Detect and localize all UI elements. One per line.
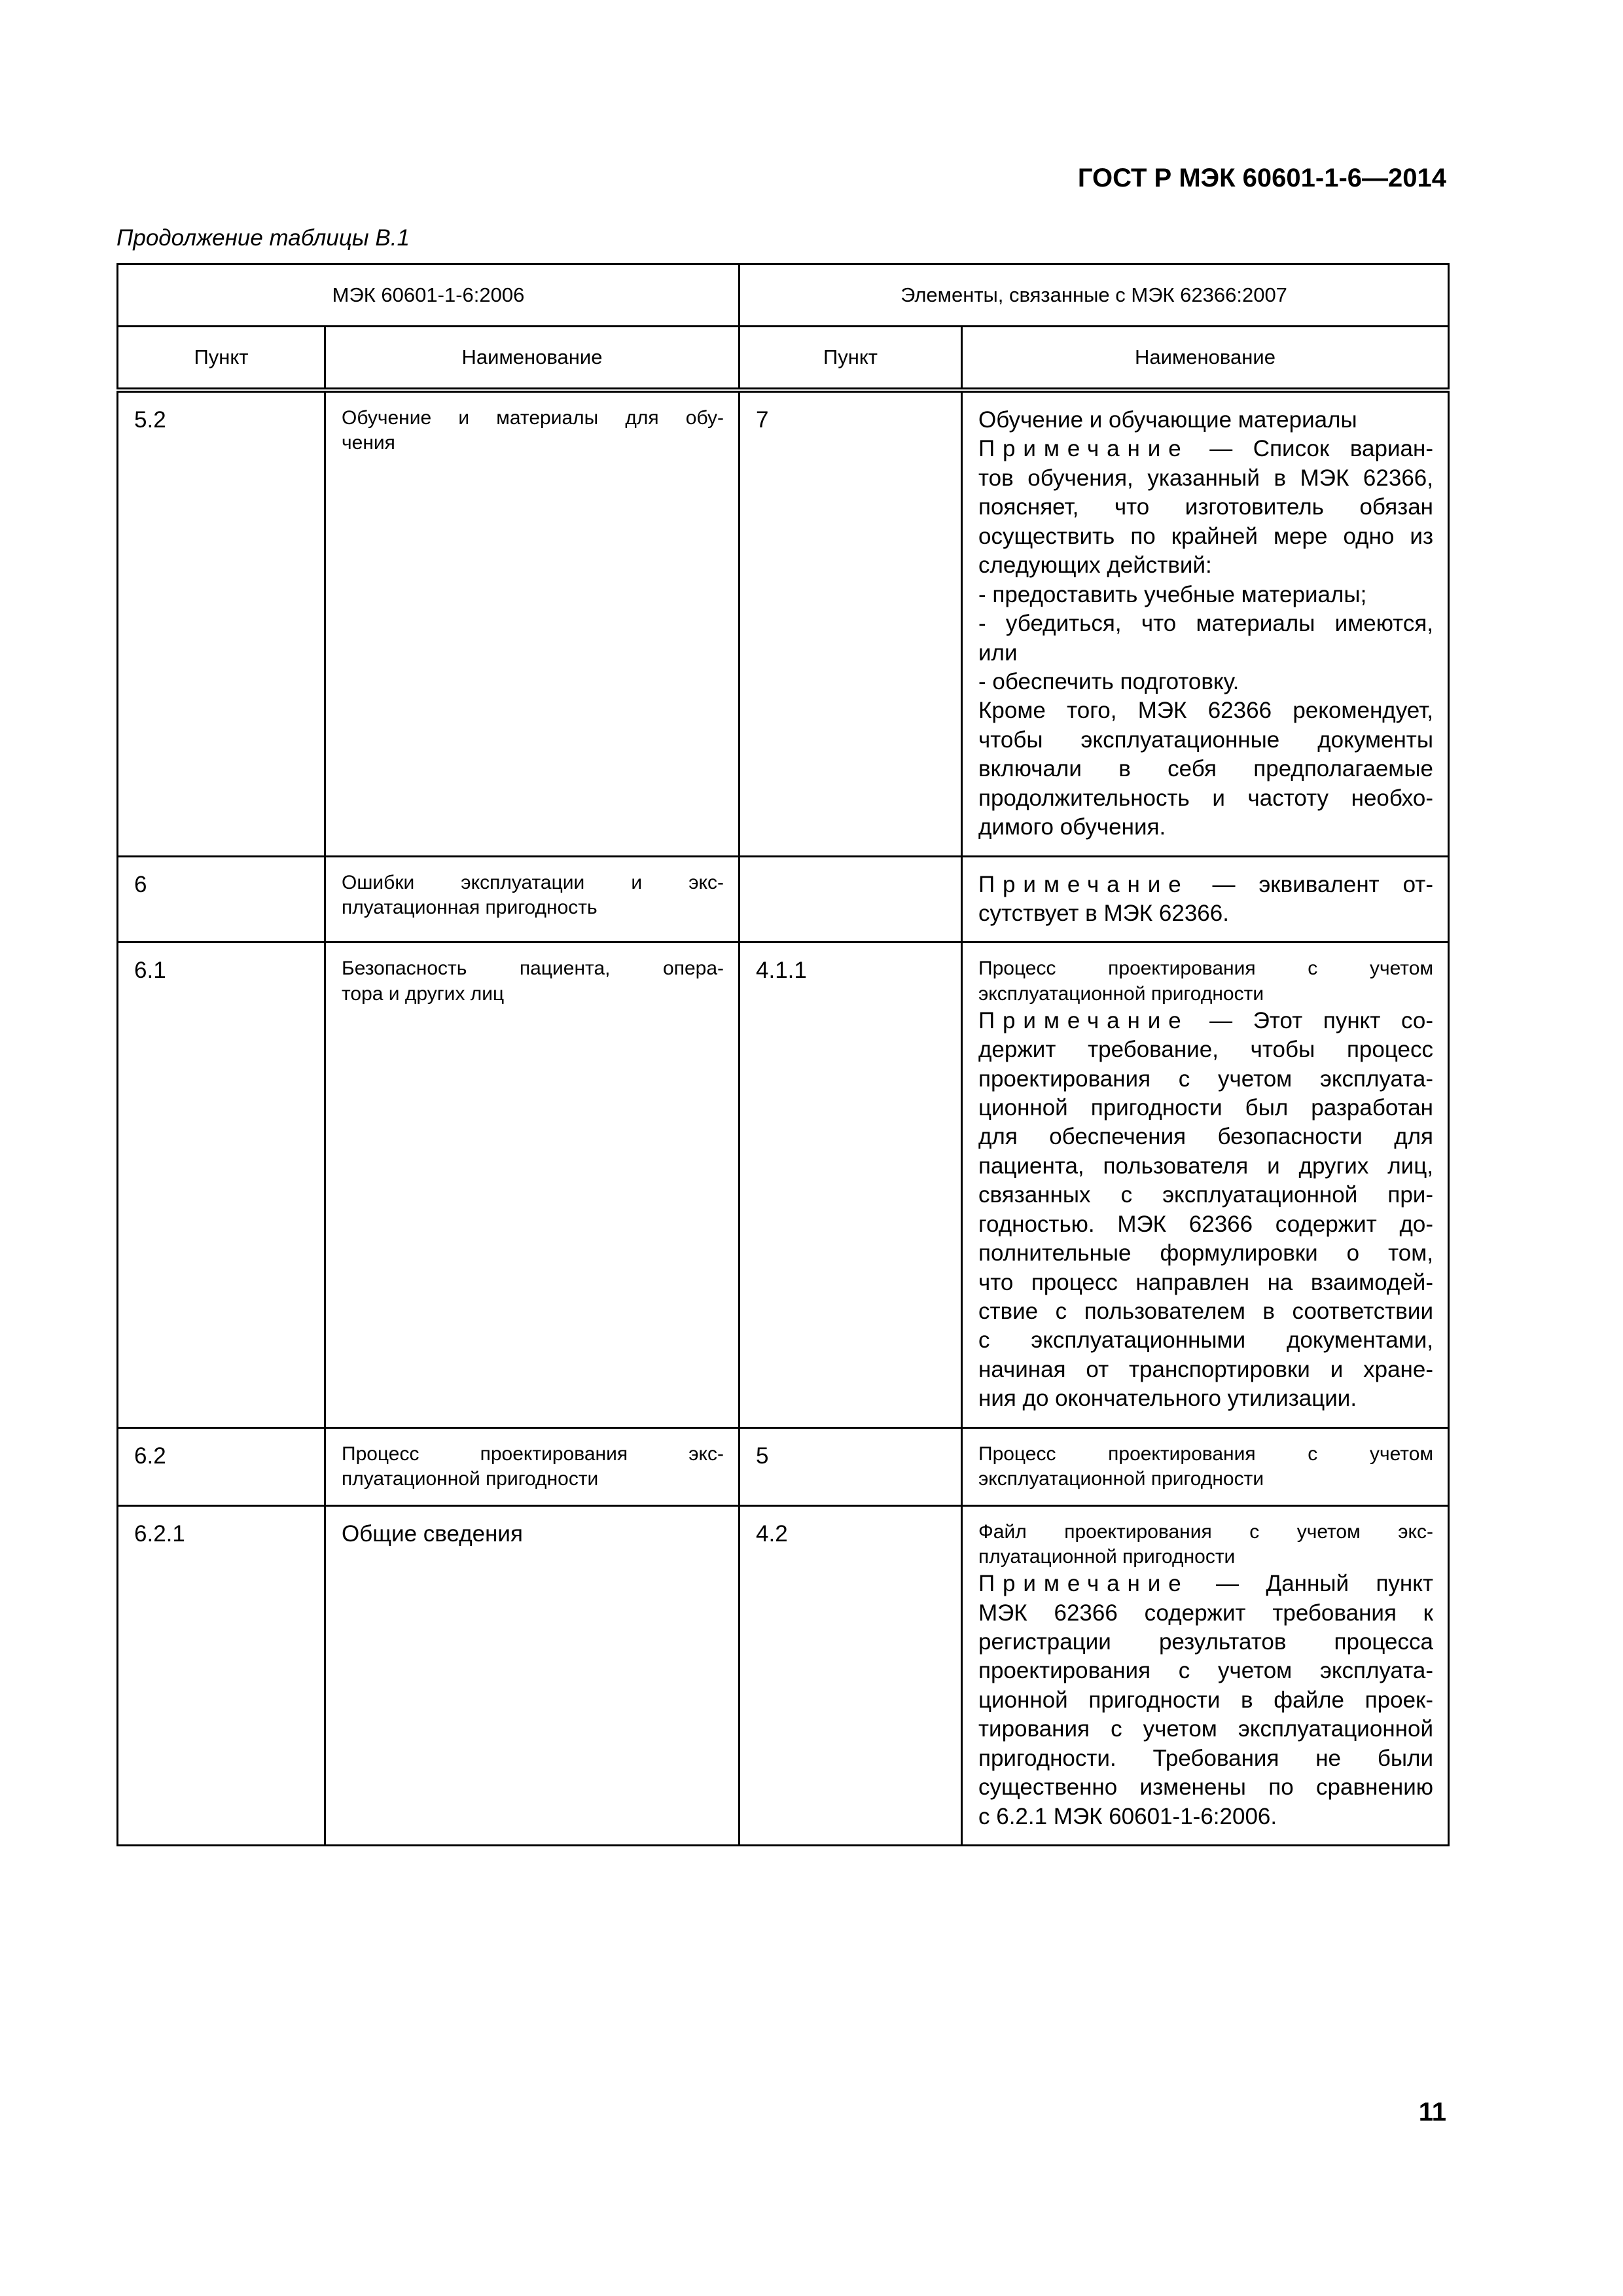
table-group-header-row [118,264,1449,327]
table-row [118,856,1449,942]
header-clause: Пункт [118,327,325,391]
comparison-table [116,263,1450,1846]
clause-cell: 6 [118,856,325,942]
name-cell: Ошибки эксплуатации и экс- плуатационная пригодность [325,856,740,942]
note-label: Примечание [978,871,1189,897]
name-cell: Безопасность пациента, опера- тора и других лиц [325,942,740,1427]
ref-clause-cell: 4.2 [740,1505,962,1845]
clause-cell: 6.1 [118,942,325,1427]
ref-clause-cell [740,856,962,942]
table-row [118,1427,1449,1505]
ref-clause-cell: 4.1.1 [740,942,962,1427]
description-cell: Процесс проектирования с учетом эксплуатационной пригодности Примечание — Этот пункт со- держит требование, чтобы процесс проектирования с учетом эксплуата- ционной пригодности был разработан для обеспечения безопасности для пациента, пользователя и других лиц, связанных с эксплуатационной при- годностью. МЭК 62366 содержит до- полнительные формулировки о том, что процесс направлен на взаимодей- ствие с пользователем в соответствии с эксплуатационными документами, начиная от транспортировки и хране- ния до окончательного утилизации. [962,942,1449,1427]
description-cell: Примечание — эквивалент от- сутствует в МЭК 62366. [962,856,1449,942]
ref-clause-cell: 7 [740,390,962,856]
name-cell: Обучение и материалы для обу- чения [325,390,740,856]
name-cell: Процесс проектирования экс- плуатационной пригодности [325,1427,740,1505]
header-name: Наименование [325,327,740,391]
clause-cell: 5.2 [118,390,325,856]
group-header-iec-62366: Элементы, связанные с МЭК 62366:2007 [740,264,1449,327]
table-caption: Продолжение таблицы В.1 [116,225,410,251]
document-id: ГОСТ Р МЭК 60601-1-6—2014 [1077,164,1446,192]
note-label: Примечание [978,436,1189,462]
header-description: Наименование [962,327,1449,391]
table-row [118,390,1449,856]
table-row [118,942,1449,1427]
note-label: Примечание [978,1007,1189,1033]
clause-cell: 6.2 [118,1427,325,1505]
table-row [118,1505,1449,1845]
description-cell: Обучение и обучающие материалы Примечание — Список вариан- тов обучения, указанный в МЭК 62366, поясняет, что изготовитель обязан осуществить по крайней мере одно из следующих действий: - предоставить учебные материалы; - убедиться, что материалы имеются, или - обеспечить подготовку. Кроме того, МЭК 62366 рекомендует, чтобы эксплуатационные документы включали в себя предполагаемые продолжительность и частоту необхо- димого обучения. [962,390,1449,856]
description-cell: Процесс проектирования с учетом эксплуатационной пригодности [962,1427,1449,1505]
group-header-iec-60601: МЭК 60601-1-6:2006 [118,264,740,327]
ref-clause-cell: 5 [740,1427,962,1505]
clause-cell: 6.2.1 [118,1505,325,1845]
description-cell: Файл проектирования с учетом экс- плуатационной пригодности Примечание — Данный пункт МЭК 62366 содержит требования к регистрации результатов процесса проектирования с учетом эксплуата- ционной пригодности в файле проек- тирования с учетом эксплуатационной пригодности. Требования не были существенно изменены по сравнению с 6.2.1 МЭК 60601-1-6:2006. [962,1505,1449,1845]
table-sub-header-row [118,327,1449,391]
page-number: 11 [1418,2098,1446,2126]
header-ref-clause: Пункт [740,327,962,391]
note-label: Примечание [978,1571,1189,1597]
name-cell: Общие сведения [325,1505,740,1845]
